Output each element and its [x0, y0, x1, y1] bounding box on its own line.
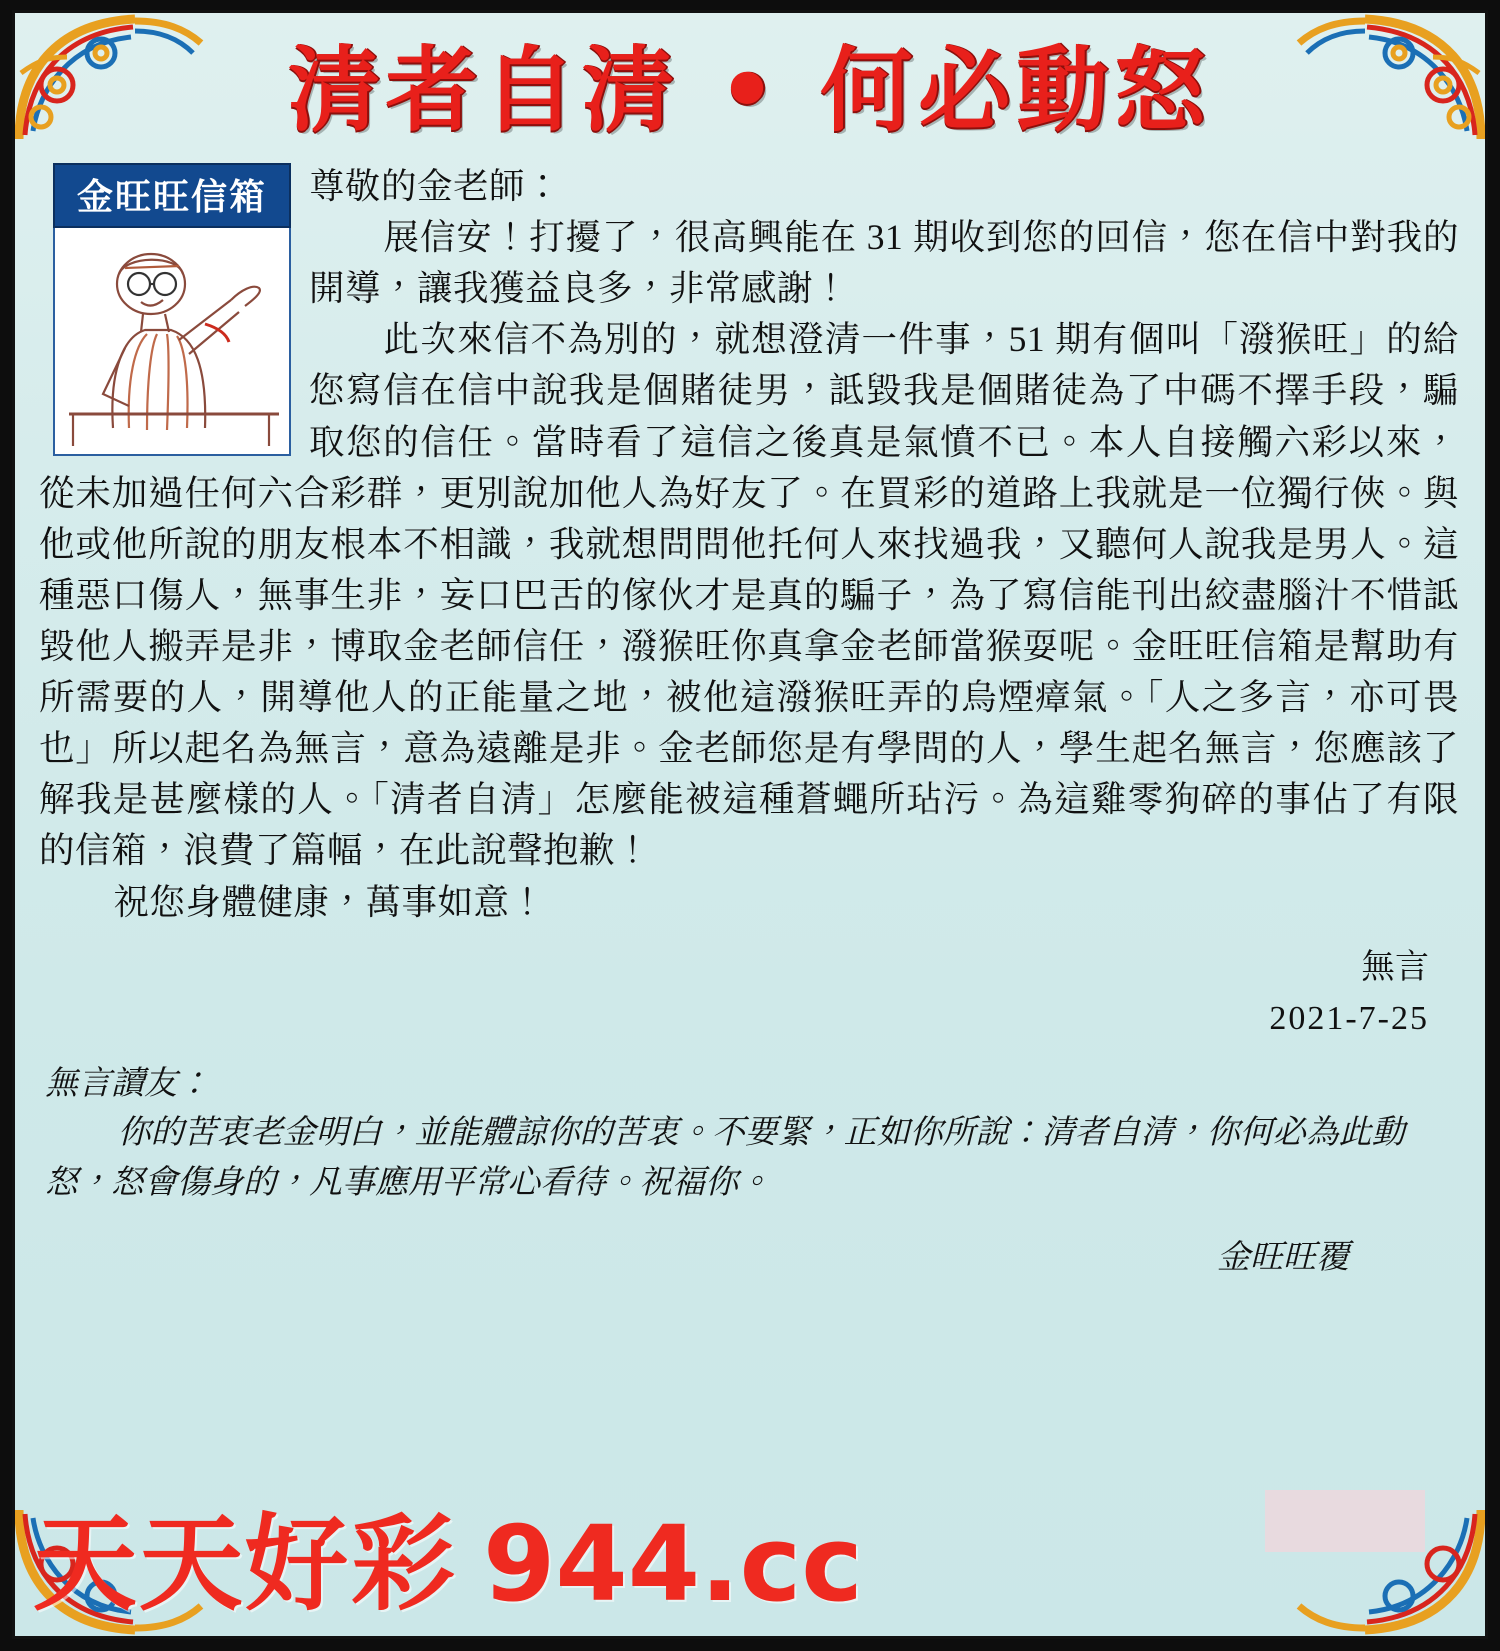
mailbox-label: 金旺旺信箱: [53, 163, 291, 228]
watermark-text-cn: 天天好彩: [33, 1502, 458, 1625]
reply-body: 你的苦衷老金明白，並能體諒你的苦衷。不要緊，正如你所說：清者自清，你何必為此動怒，怒會傷身的，凡事應用平常心看待。祝福你。: [45, 1112, 1405, 1201]
letter-signature: 無言: [1361, 948, 1429, 986]
letter-salutation: 尊敬的金老師：: [309, 166, 562, 206]
letter-paragraph-1: 展信安！打擾了，很高興能在 31 期收到您的回信，您在信中對我的開導，讓我獲益良多，非常感謝！: [309, 217, 1459, 309]
letter-paragraph-3: 祝您身體健康，萬事如意！: [113, 881, 546, 922]
letter-content: [15, 161, 1485, 1044]
reply-signature: 金旺旺覆: [1217, 1237, 1349, 1277]
letter-signature-block: [39, 942, 1459, 1044]
site-watermark: [33, 1480, 863, 1630]
redaction-box: [1265, 1490, 1425, 1552]
mailbox-logo: [53, 163, 291, 456]
page-title: 清者自清 • 何必動怒: [287, 36, 1213, 144]
letter-date: 2021-7-25: [1269, 999, 1429, 1037]
reply-salutation: 無言讀友：: [45, 1062, 210, 1102]
letter-paragraph-2: 此次來信不為別的，就想澄清一件事，51 期有個叫「潑猴旺」的給您寫信在信中說我是個賭徒男，詆毀我是個賭徒為了中碼不擇手段，騙取您的信任。當時看了這信之後真是氣憤不已。本人自接觸六彩以來，從未加過任何六合彩群，更別說加他人為好友了。在買彩的道路上我就是一位獨行俠。與他或他所說的朋友根本不相識，我就想問問他托何人來找過我，又聽何人說我是男人。這種惡口傷人，無事生非，妄口巴舌的傢伙才是真的騙子，為了寫信能刊出絞盡腦汁不惜詆毀他人搬弄是非，博取金老師信任，潑猴旺你真拿金老師當猴耍呢。金旺旺信箱是幫助有所需要的人，開導他人的正能量之地，被他這潑猴旺弄的烏煙瘴氣。「人之多言，亦可畏也」所以起名為無言，意為遠離是非。金老師您是有學問的人，學生起名無言，您應該了解我是甚麼樣的人。「清者自清」怎麼能被這種蒼蠅所玷污。為這雞零狗碎的事佔了有限的信箱，浪費了篇幅，在此說聲抱歉！: [39, 319, 1459, 871]
article-sheet: [12, 10, 1488, 1639]
watermark-text-domain: 944.cc: [483, 1503, 863, 1625]
teacher-pointing-icon: [53, 228, 291, 456]
headline-banner: [15, 13, 1485, 161]
editor-reply: [15, 1058, 1485, 1282]
ornament-corner-bottom-left: [15, 1506, 225, 1636]
